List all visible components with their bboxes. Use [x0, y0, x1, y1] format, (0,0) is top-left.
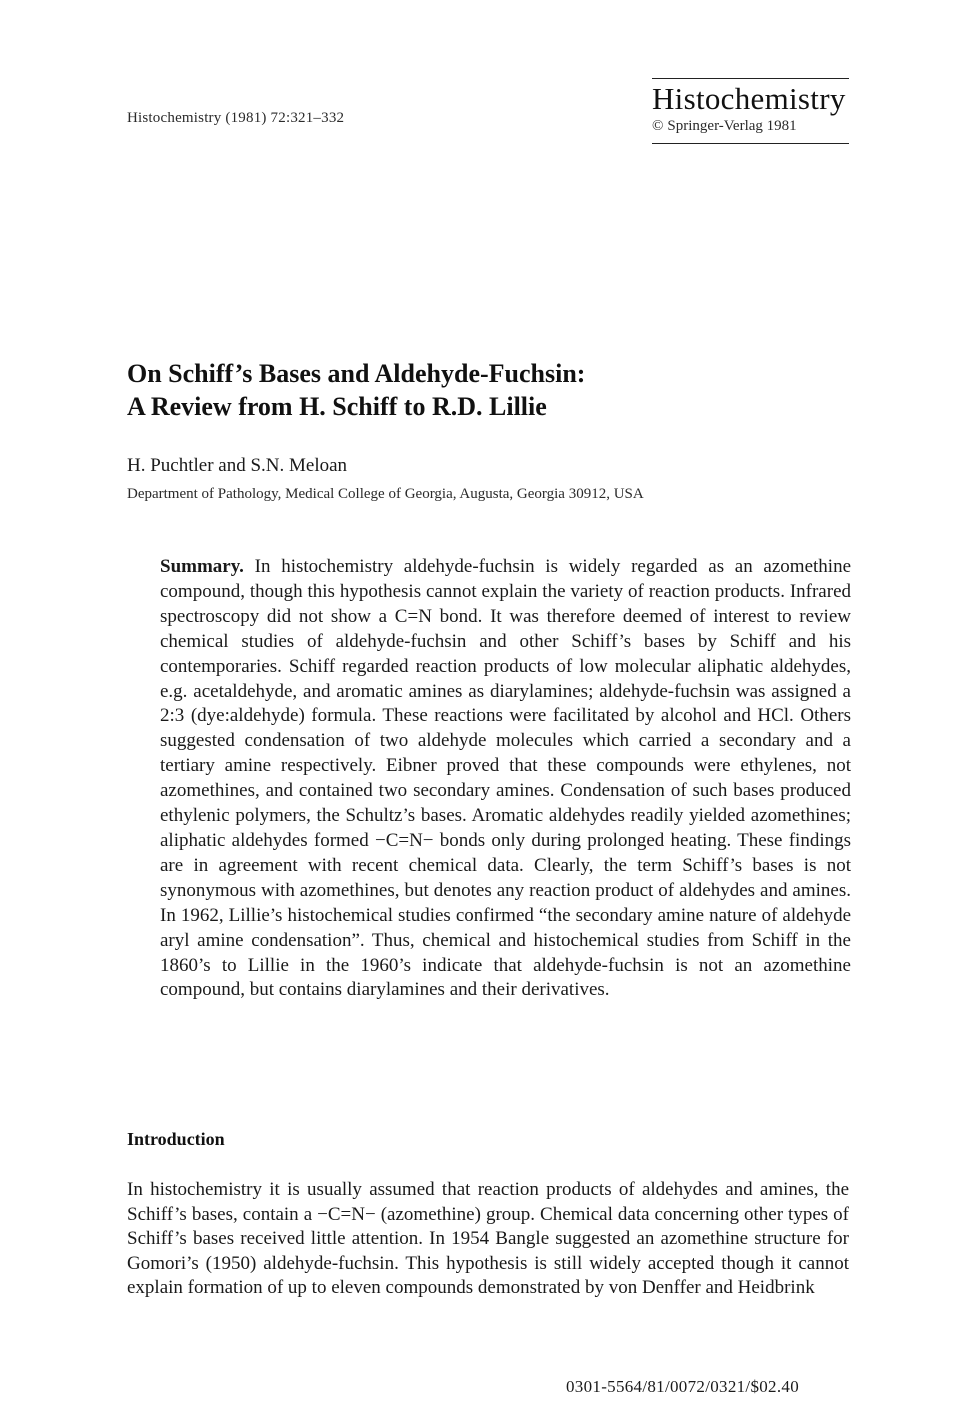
journal-masthead	[652, 78, 849, 144]
copyright-line	[652, 117, 849, 135]
authors: H. Puchtler and S.N. Meloan	[127, 455, 348, 476]
summary-text: In histochemistry aldehyde-fuchsin is widely regarded as an azomethine compound, though this hypothesis cannot explain the variety of reaction products. Infrared spectroscopy did not show a C=N bond. It was therefore deemed of interest to review chemical studies of aldehyde-fuchsin and other Schiff’s bases by Schiff and his contemporaries. Schiff regarded reaction products of low molecular aliphatic aldehydes, e.g. acetaldehyde, and aromatic amines as diarylamines; aldehyde-fuchsin was assigned a 2:3 (dye:aldehyde) formula. These reactions were facilitated by alcohol and HCl. Others suggested condensation of two aldehyde molecules which carried a secondary and a tertiary amine respectively. Eibner proved that these compounds were ethylenes, not azomethines, and contained two secondary amines. Condensation of such bases produced ethylenic polymers, the Schultz’s bases. Aromatic aldehydes readily yielded azomethines; aliphatic aldehydes formed −C=N− bonds only during prolonged heating. These findings are in agreement with recent chemical data. Clearly, the term Schiff’s bases is not synonymous with azomethines, but denotes any reaction product of aldehydes and amines. In 1962, Lillie’s histochemical studies confirmed “the secondary amine nature of aldehyde aryl amine condensation”. Thus, chemical and histochemical studies from Schiff in the 1860’s to Lillie in the 1960’s indicate that aldehyde-fuchsin is not an azomethine compound, but contains diarylamines and their derivatives.	[160, 556, 852, 1001]
publisher: Springer-Verlag 1981	[667, 118, 797, 134]
affiliation: Department of Pathology, Medical College of Georgia, Augusta, Georgia 30912, USA	[127, 486, 644, 502]
summary-heading: Summary.	[160, 556, 244, 577]
journal-name: Histochemistry	[652, 81, 846, 116]
introduction-heading: Introduction	[127, 1129, 225, 1149]
masthead-top-rule	[652, 78, 849, 79]
article-title-line-1: On Schiff’s Bases and Aldehyde-Fuchsin:	[127, 359, 586, 388]
summary-paragraph	[160, 555, 851, 1003]
article-title	[127, 357, 887, 423]
article-title-line-2: A Review from H. Schiff to R.D. Lillie	[127, 392, 547, 421]
footer-issn-code: 0301-5564/81/0072/0321/$02.40	[566, 1377, 800, 1396]
copyright-icon: ©	[652, 118, 664, 134]
introduction-paragraph: In histochemistry it is usually assumed that reaction products of aldehydes and amines, the Schiff’s bases, contain a −C=N− (azomethine) group. Chemical data concerning other types of Schiff’s bases received little attention. In 1954 Bangle suggested an azomethine structure for Gomori’s (1950) aldehyde-fuchsin. This hypothesis is still widely accepted though it cannot explain formation of up to eleven compounds demonstrated by von Denffer and Heidbrink	[127, 1179, 849, 1299]
journal-citation: Histochemistry (1981) 72:321–332	[127, 110, 345, 126]
masthead-bottom-rule	[652, 143, 849, 144]
